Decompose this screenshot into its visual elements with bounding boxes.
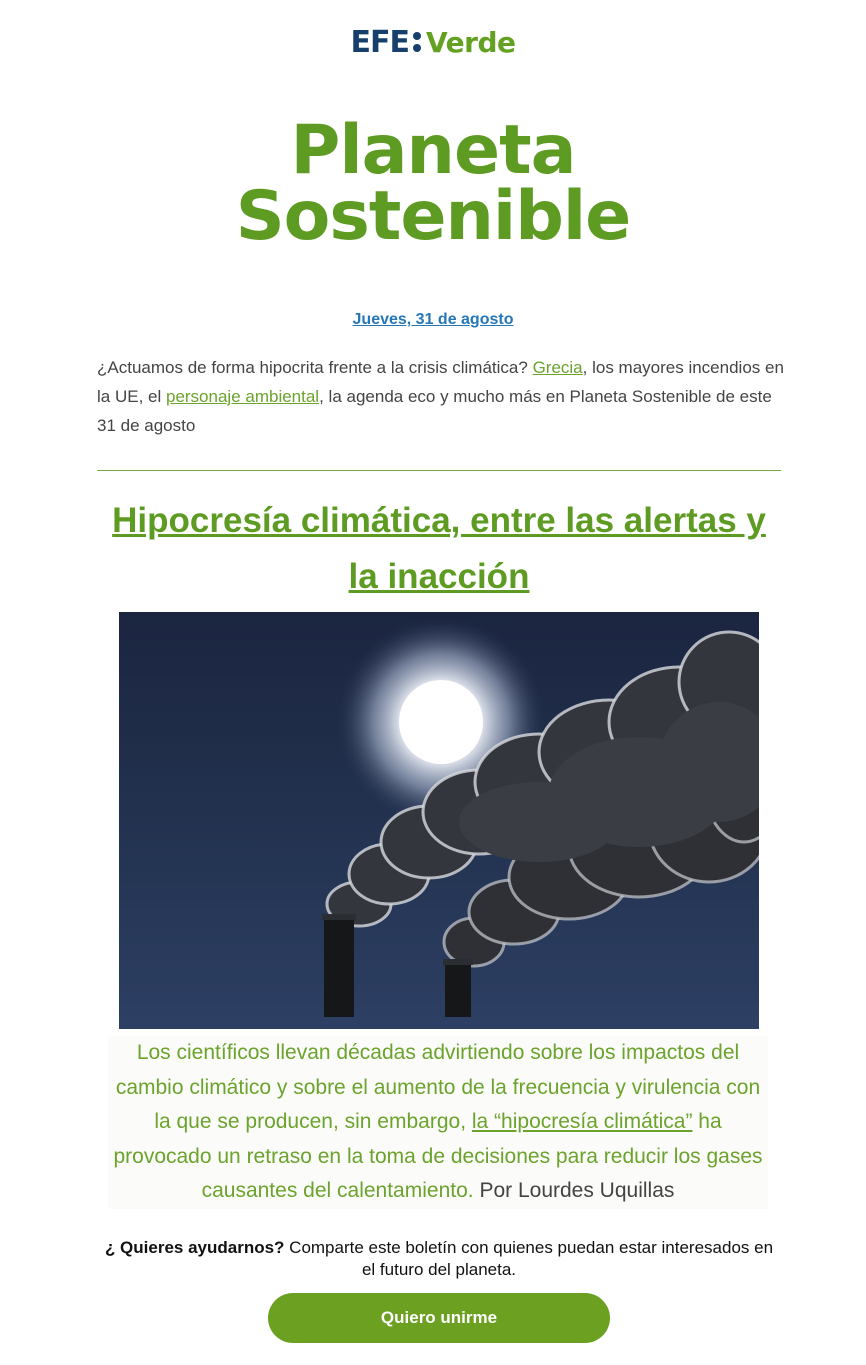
author-byline: Por Lourdes Uquillas xyxy=(473,1179,675,1202)
newsletter-title-line1: Planeta xyxy=(290,111,576,190)
personaje-ambiental-link[interactable]: personaje ambiental xyxy=(165,387,320,406)
chimney-left xyxy=(324,917,354,1029)
newsletter-title xyxy=(0,111,866,256)
newsletter-title-line2: Sostenible xyxy=(235,177,631,256)
grecia-link[interactable]: Grecia xyxy=(532,358,583,377)
logo-efe-text: EFE xyxy=(350,24,409,60)
efe-verde-logo[interactable] xyxy=(0,24,866,60)
hipocresia-climatica-link[interactable]: la “hipocresía climática” xyxy=(471,1110,693,1133)
date-link[interactable]: Jueves, 31 de agosto xyxy=(352,311,514,328)
article-summary xyxy=(108,1036,768,1209)
intro-paragraph xyxy=(97,353,787,440)
intro-text: ¿Actuamos de forma hipocrita frente a la crisis climática? xyxy=(97,358,533,377)
share-callout-text: Comparte este boletín con quienes puedan estar interesados en el futuro del planeta. xyxy=(284,1238,774,1279)
logo-verde-text: Verde xyxy=(426,25,516,59)
intro-text: , la agenda eco y mucho más en Planeta Sostenible de este 31 de agosto xyxy=(97,387,772,435)
intro-text: , los mayores incendios en la UE, el xyxy=(97,358,784,406)
logo-colon-icon xyxy=(413,32,421,52)
share-callout xyxy=(97,1237,781,1281)
article-headline-link[interactable]: Hipocresía climática, entre las alertas y la inacción xyxy=(112,501,766,596)
section-divider xyxy=(97,470,781,471)
summary-text: ha provocado un retraso en la toma de decisiones para reducir los gases causantes del calentamiento. xyxy=(113,1110,763,1202)
share-callout-question: ¿ Quieres ayudarnos? xyxy=(104,1238,285,1257)
summary-text: Los científicos llevan décadas advirtiendo sobre los impactos del cambio climático y sobre el aumento de la frecuencia y virulencia con la que se producen, sin embargo, xyxy=(115,1041,761,1133)
join-button[interactable]: Quiero unirme xyxy=(268,1293,610,1343)
article-hero-image[interactable] xyxy=(119,612,759,1029)
